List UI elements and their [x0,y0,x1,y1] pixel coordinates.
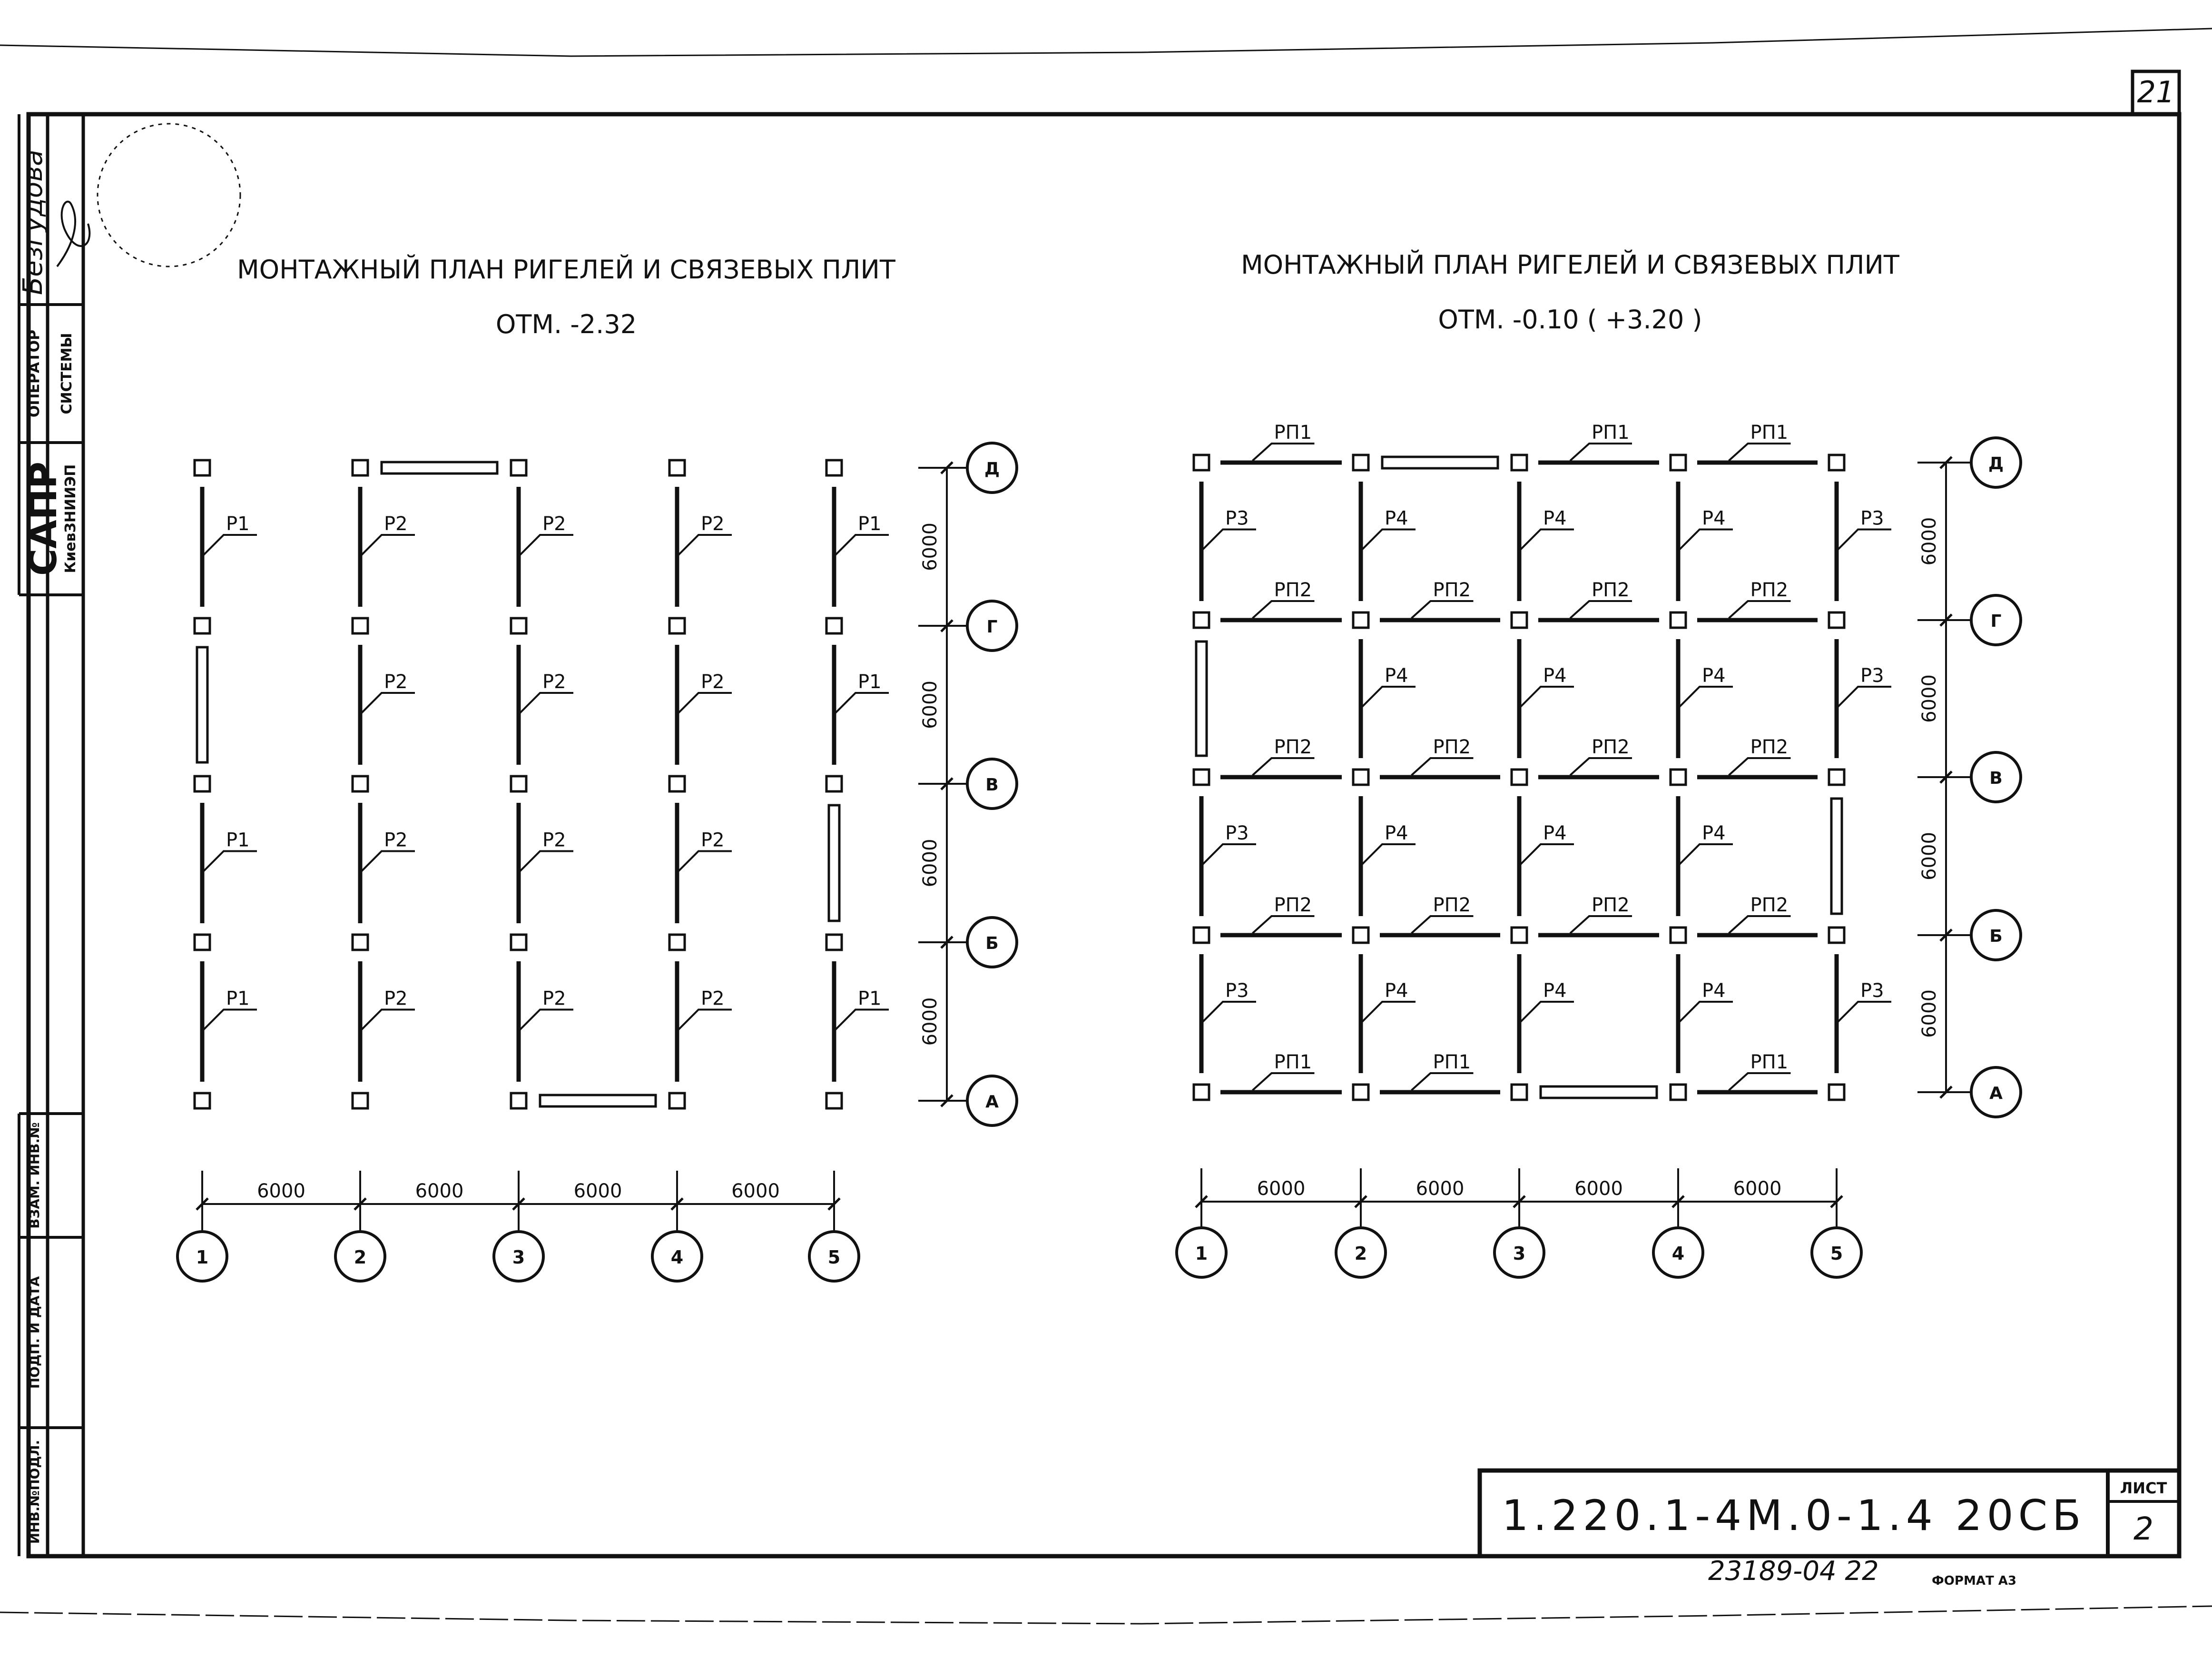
column-square [826,935,842,950]
bracing-plate [197,647,207,762]
beam-leader [1201,844,1256,866]
scan-edge-bottom [0,1606,2212,1624]
beam-label: Р3 [1225,980,1249,1002]
column-square [1194,1085,1209,1100]
beam-leader [1729,444,1791,461]
plan-left-title: МОНТАЖНЫЙ ПЛАН РИГЕЛЕЙ И СВЯЗЕВЫХ ПЛИТ [237,255,895,285]
axis-label: 4 [1671,1243,1685,1264]
column-square [1671,770,1686,785]
beam-label: Р4 [1543,507,1567,530]
bracing-plate [1382,457,1498,468]
column-square [195,1093,210,1108]
column-square [1512,612,1527,628]
beam-leader [834,535,889,556]
beam-label: Р4 [1702,507,1726,530]
beam-leader [1361,844,1416,866]
beam-label: Р2 [701,829,725,851]
column-square [826,618,842,633]
beam-label: РП2 [1274,894,1312,916]
axis-label: 2 [354,1247,367,1268]
beam-label: РП2 [1592,894,1630,916]
beam-label: Р3 [1860,665,1884,687]
beam-label: РП1 [1274,422,1312,444]
dimension-value: 6000 [1574,1178,1623,1200]
beam-leader [1519,844,1574,866]
beam-leader [1253,444,1315,461]
title-block-code: 1.220.1-4М.0-1.4 20СБ [1502,1491,2086,1540]
beam-leader [677,1010,732,1031]
beam-label: Р1 [858,513,882,535]
axis-label: 1 [1195,1243,1208,1264]
stamp-podp: ПОДП. И ДАТА [27,1276,42,1389]
beam-label: Р2 [542,987,566,1010]
beam-label: Р2 [542,513,566,535]
stamp-name: Безгудова [18,149,49,295]
beam-label: Р2 [384,987,408,1010]
beam-label: Р1 [226,829,250,851]
dimension-value: 6000 [1918,674,1940,723]
beam-label: РП2 [1274,736,1312,758]
beam-leader [360,535,415,556]
axis-label: 5 [827,1247,841,1268]
scan-edge-top [0,29,2212,56]
axis-label: В [1989,769,2003,788]
axis-label: 5 [1830,1243,1843,1264]
column-square [353,618,368,633]
axis-label: Б [985,934,999,953]
column-square [353,935,368,950]
column-square [1512,455,1527,470]
beam-label: РП2 [1433,579,1471,601]
beam-leader [519,693,573,714]
column-square [1829,1085,1844,1100]
beam-leader [1412,1073,1474,1090]
beam-leader [1361,1002,1416,1023]
plan-right-elevation: ОТМ. -0.10 ( +3.20 ) [1438,305,1702,335]
axis-label: Б [1989,927,2003,946]
column-square [511,1093,526,1108]
beam-label: Р4 [1702,822,1726,844]
column-square [1829,455,1844,470]
beam-leader [1729,916,1791,933]
beam-label: Р2 [542,829,566,851]
beam-label: РП2 [1433,736,1471,758]
footer-inventory-no: 23189-04 22 [1708,1556,1879,1587]
beam-leader [519,851,573,873]
column-square [669,1093,685,1108]
axis-label: Г [986,617,998,637]
beam-label: Р4 [1702,665,1726,687]
stamp-org: КиевЗНИИЭП [62,464,79,573]
dimension-value: 6000 [415,1180,464,1202]
bracing-plate [382,462,497,474]
beam-leader [1678,687,1733,708]
footer-format: ФОРМАТ А3 [1932,1574,2016,1588]
beam-leader [1361,530,1416,551]
axis-label: 3 [512,1247,525,1268]
beam-leader [1412,758,1474,775]
column-square [1512,928,1527,943]
beam-leader [1729,758,1791,775]
beam-label: Р4 [1385,822,1408,844]
plan-left-elevation: ОТМ. -2.32 [495,309,637,339]
beam-leader [1570,601,1632,618]
beam-leader [1678,1002,1733,1023]
axis-label: А [1989,1084,2003,1103]
column-square [1829,612,1844,628]
beam-leader [1519,1002,1574,1023]
column-square [1829,770,1844,785]
dimension-value: 6000 [573,1180,622,1202]
beam-leader [1253,601,1315,618]
beam-leader [1729,601,1791,618]
axis-label: Д [1988,454,2004,474]
beam-leader [1570,758,1632,775]
column-square [195,935,210,950]
beam-label: Р3 [1225,822,1249,844]
beam-label: РП2 [1433,894,1471,916]
beam-leader [1361,687,1416,708]
beam-label: РП1 [1433,1051,1471,1073]
beam-label: Р1 [858,987,882,1010]
column-square [1194,455,1209,470]
beam-label: РП2 [1750,736,1789,758]
column-square [1829,928,1844,943]
beam-label: Р4 [1543,980,1567,1002]
column-square [826,776,842,791]
beam-label: Р2 [384,671,408,693]
column-square [1671,1085,1686,1100]
column-square [511,618,526,633]
beam-leader [1570,444,1632,461]
sheet-number-top: 21 [2137,75,2175,109]
beam-label: Р3 [1225,507,1249,530]
beam-label: Р4 [1543,665,1567,687]
title-block [1480,1471,2179,1556]
bracing-plate [1196,642,1207,756]
column-square [353,460,368,475]
beam-leader [1729,1073,1791,1090]
column-square [1194,770,1209,785]
bracing-plate [829,805,839,921]
column-square [1353,770,1368,785]
beam-leader [834,1010,889,1031]
beam-label: Р2 [384,513,408,535]
beam-leader [1570,916,1632,933]
beam-leader [1201,530,1256,551]
column-square [669,776,685,791]
beam-leader [1412,916,1474,933]
beam-leader [360,693,415,714]
bracing-plate [540,1095,656,1106]
beam-label: Р4 [1543,822,1567,844]
beam-label: Р2 [701,987,725,1010]
dimension-value: 6000 [1416,1178,1465,1200]
column-square [1353,928,1368,943]
stamp-inv: ИНВ.№ПОДЛ. [27,1440,42,1544]
dimension-value: 6000 [1733,1178,1782,1200]
beam-leader [834,693,889,714]
beam-leader [1412,601,1474,618]
beam-leader [677,851,732,873]
beam-label: РП1 [1750,422,1789,444]
faint-seal [98,124,240,267]
column-square [1194,928,1209,943]
sheet-border [29,114,2179,1556]
beam-leader [202,1010,257,1031]
title-block-sheet-value: 2 [2133,1510,2153,1547]
beam-label: Р3 [1860,980,1884,1002]
bracing-plate [1541,1086,1657,1098]
beam-leader [360,851,415,873]
axis-label: 1 [196,1247,209,1268]
beam-leader [519,535,573,556]
beam-label: Р4 [1702,980,1726,1002]
plan-left [177,443,1017,1281]
column-square [1194,612,1209,628]
beam-label: РП1 [1274,1051,1312,1073]
column-square [669,460,685,475]
column-square [1512,770,1527,785]
column-square [1671,612,1686,628]
beam-label: Р1 [226,987,250,1010]
beam-label: РП2 [1750,579,1789,601]
stamp-sapr: САПР [22,461,65,576]
dimension-value: 6000 [919,681,941,729]
column-square [826,1093,842,1108]
beam-leader [1253,1073,1315,1090]
dimension-value: 6000 [919,997,941,1046]
column-square [1353,612,1368,628]
beam-label: Р1 [226,513,250,535]
axis-label: А [985,1092,999,1112]
column-square [195,460,210,475]
dimension-value: 6000 [731,1180,780,1202]
axis-label: Д [984,459,1000,479]
dimension-value: 6000 [257,1180,305,1202]
column-square [1353,1085,1368,1100]
column-square [195,618,210,633]
beam-leader [677,535,732,556]
dimension-value: 6000 [1918,517,1940,566]
beam-label: Р2 [701,671,725,693]
beam-leader [1837,687,1891,708]
axis-label: 4 [670,1247,684,1268]
beam-label: РП2 [1750,894,1789,916]
beam-leader [360,1010,415,1031]
column-square [669,618,685,633]
beam-leader [1837,530,1891,551]
dimension-value: 6000 [919,839,941,888]
beam-leader [1837,1002,1891,1023]
column-square [826,460,842,475]
beam-label: Р2 [542,671,566,693]
column-square [195,776,210,791]
beam-label: Р4 [1385,665,1408,687]
column-square [1671,928,1686,943]
beam-label: Р4 [1385,507,1408,530]
beam-leader [1253,916,1315,933]
stamp-vzam: ВЗАМ. ИНВ.№ [27,1122,42,1229]
plan-right [1177,422,2021,1277]
axis-label: 2 [1354,1243,1367,1264]
column-square [1671,455,1686,470]
beam-leader [1201,1002,1256,1023]
beam-leader [1678,844,1733,866]
stamp-operator-line1: ОПЕРАТОР [26,329,43,418]
dimension-value: 6000 [919,523,941,571]
beam-leader [202,851,257,873]
dimension-value: 6000 [1257,1178,1306,1200]
beam-leader [519,1010,573,1031]
column-square [511,776,526,791]
beam-label: РП1 [1592,422,1630,444]
column-square [353,1093,368,1108]
beam-label: Р1 [858,671,882,693]
side-stamp [18,114,240,1556]
column-square [669,935,685,950]
beam-leader [1519,687,1574,708]
beam-label: РП2 [1274,579,1312,601]
beam-label: Р2 [384,829,408,851]
bracing-plate [1831,799,1842,914]
beam-label: РП2 [1592,736,1630,758]
column-square [353,776,368,791]
beam-leader [1253,758,1315,775]
beam-label: РП1 [1750,1051,1789,1073]
column-square [1353,455,1368,470]
title-block-sheet-label: ЛИСТ [2120,1479,2167,1497]
beam-label: РП2 [1592,579,1630,601]
dimension-value: 6000 [1918,989,1940,1038]
beam-leader [202,535,257,556]
axis-label: 3 [1513,1243,1526,1264]
dimension-value: 6000 [1918,832,1940,880]
beam-leader [1678,530,1733,551]
beam-label: Р3 [1860,507,1884,530]
beam-leader [677,693,732,714]
beam-leader [1519,530,1574,551]
stamp-operator-line2: СИСТЕМЫ [59,333,75,415]
column-square [1512,1085,1527,1100]
axis-label: В [985,775,999,795]
axis-label: Г [1990,612,2002,631]
beam-label: Р2 [701,513,725,535]
beam-label: Р4 [1385,980,1408,1002]
plan-right-title: МОНТАЖНЫЙ ПЛАН РИГЕЛЕЙ И СВЯЗЕВЫХ ПЛИТ [1241,250,1899,280]
column-square [511,935,526,950]
column-square [511,460,526,475]
